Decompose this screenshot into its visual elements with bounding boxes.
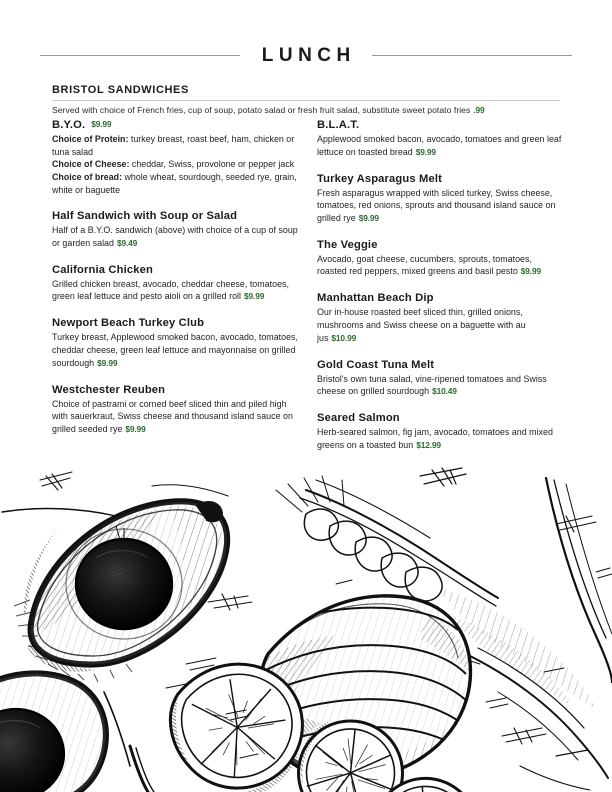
menu-item-name: The Veggie (317, 238, 378, 251)
menu-item-westchester-reuben[interactable] (52, 383, 299, 436)
menu-item-description (317, 133, 564, 159)
option-label: Choice of Protein: (52, 134, 129, 144)
option-label: Choice of bread: (52, 171, 123, 182)
menu-item-description (317, 306, 564, 344)
menu-item-option (52, 133, 299, 158)
menu-item-price: $9.49 (116, 237, 138, 248)
menu-item-name: Gold Coast Tuna Melt (317, 358, 435, 371)
menu-column-right (317, 118, 564, 452)
menu-item-name: California Chicken (52, 263, 153, 276)
menu-item-description-text: Bristol's own tuna salad, vine-ripened tomatoes and Swiss cheese on grilled sourdough (317, 373, 547, 397)
menu-item-description-text: Grilled chicken breast, avocado, cheddar cheese, tomatoes, green leaf lettuce and pesto aioli on a grilled roll (52, 278, 289, 302)
section-bristol-sandwiches (52, 84, 560, 117)
menu-item-description (317, 253, 564, 279)
menu-columns (52, 118, 564, 452)
menu-item-description (317, 426, 564, 452)
menu-item-price: $9.99 (244, 291, 265, 302)
option-value: turkey breast, roast beef, ham, chicken or tuna salad (52, 134, 295, 157)
menu-item-description (52, 398, 299, 436)
menu-item-name (52, 118, 299, 132)
menu-item-option (52, 171, 299, 196)
menu-item-turkey-asparagus-melt[interactable] (317, 172, 564, 225)
menu-item-description-text: Applewood smoked bacon, avocado, tomatoes and green leaf lettuce on toasted bread (317, 134, 562, 157)
option-value: whole wheat, sourdough, seeded rye, grain, white or baguette (52, 171, 297, 195)
menu-item-name: Newport Beach Turkey Club (52, 317, 205, 330)
menu-item-price: $9.99 (520, 266, 542, 277)
option-value: cheddar, Swiss, provolone or pepper jack (129, 159, 295, 170)
menu-item-blat[interactable] (317, 118, 564, 159)
section-note-price: .99 (473, 105, 485, 116)
menu-item-description (52, 224, 299, 250)
menu-item-gold-coast-tuna-melt[interactable] (317, 358, 564, 399)
menu-item-description (317, 187, 564, 225)
menu-item-price: $9.99 (91, 119, 112, 129)
menu-item-price: $12.99 (416, 439, 441, 450)
menu-item-manhattan-beach-dip[interactable] (317, 291, 564, 344)
section-divider (52, 100, 560, 101)
menu-item-name: Westchester Reuben (52, 383, 166, 396)
menu-item-name: B.L.A.T. (317, 119, 360, 131)
option-label: Choice of Cheese: (52, 159, 130, 170)
section-note (52, 105, 560, 117)
menu-item-name: Seared Salmon (317, 412, 400, 425)
title-rule-right (372, 55, 572, 56)
menu-item-name: Manhattan Beach Dip (317, 292, 434, 305)
menu-item-california-chicken[interactable] (52, 263, 299, 304)
menu-item-description (52, 331, 299, 369)
menu-item-name: Half Sandwich with Soup or Salad (52, 210, 238, 223)
menu-item-description-text: Our in-house roasted beef sliced thin, grilled onions, mushrooms and Swiss cheese on a baguette with au jus (317, 307, 526, 343)
menu-item-description-text: Half of a B.Y.O. sandwich (above) with choice of a cup of soup or garden salad (52, 225, 298, 248)
food-illustration (0, 466, 612, 792)
menu-item-description-text: Herb-seared salmon, fig jam, avocado, tomatoes and mixed greens on a toasted bun (317, 427, 553, 450)
page-title: LUNCH (261, 45, 356, 66)
menu-item-price: $9.99 (358, 212, 379, 223)
title-rule-left (40, 55, 240, 56)
menu-column-left (52, 118, 299, 452)
menu-item-price: $9.99 (125, 423, 146, 434)
menu-item-description-text: Choice of pastrami or corned beef sliced thin and piled high with sauerkraut, Swiss cheese and thousand island sauce on grilled seeded rye (52, 398, 293, 434)
menu-item-name-text: B.Y.O. (52, 119, 86, 131)
menu-item-price: $9.99 (97, 357, 118, 368)
menu-item-description-text: Avocado, goat cheese, cucumbers, sprouts, tomatoes, roasted red peppers, mixed greens and basil pesto (317, 253, 532, 277)
menu-item-price: $10.99 (331, 332, 357, 343)
menu-item-description-text: Turkey breast, Applewood smoked bacon, avocado, tomatoes, cheddar cheese, green leaf lettuce and mayonnaise on grilled sourdough (52, 332, 298, 368)
section-note-text: Served with choice of French fries, cup of soup, potato salad or fresh fruit salad, substitute sweet potato fries (52, 105, 471, 116)
menu-item-byo[interactable] (52, 118, 299, 196)
menu-item-price: $9.99 (415, 146, 436, 157)
page-header (40, 46, 572, 65)
menu-item-name: Turkey Asparagus Melt (317, 172, 443, 185)
menu-item-seared-salmon[interactable] (317, 411, 564, 452)
food-sketch-svg (0, 466, 612, 792)
menu-item-description (317, 373, 564, 399)
menu-item-description-text: Fresh asparagus wrapped with sliced turkey, Swiss cheese, tomatoes, red onions, sprouts and thousand island sauce on grilled rye (317, 187, 556, 223)
menu-item-price: $10.49 (432, 386, 457, 397)
menu-item-description (52, 278, 299, 304)
menu-item-half-sandwich[interactable] (52, 209, 299, 250)
menu-item-newport-beach-turkey-club[interactable] (52, 316, 299, 369)
menu-item-option (52, 158, 299, 171)
section-title: BRISTOL SANDWICHES (52, 84, 189, 96)
menu-item-the-veggie[interactable] (317, 238, 564, 279)
